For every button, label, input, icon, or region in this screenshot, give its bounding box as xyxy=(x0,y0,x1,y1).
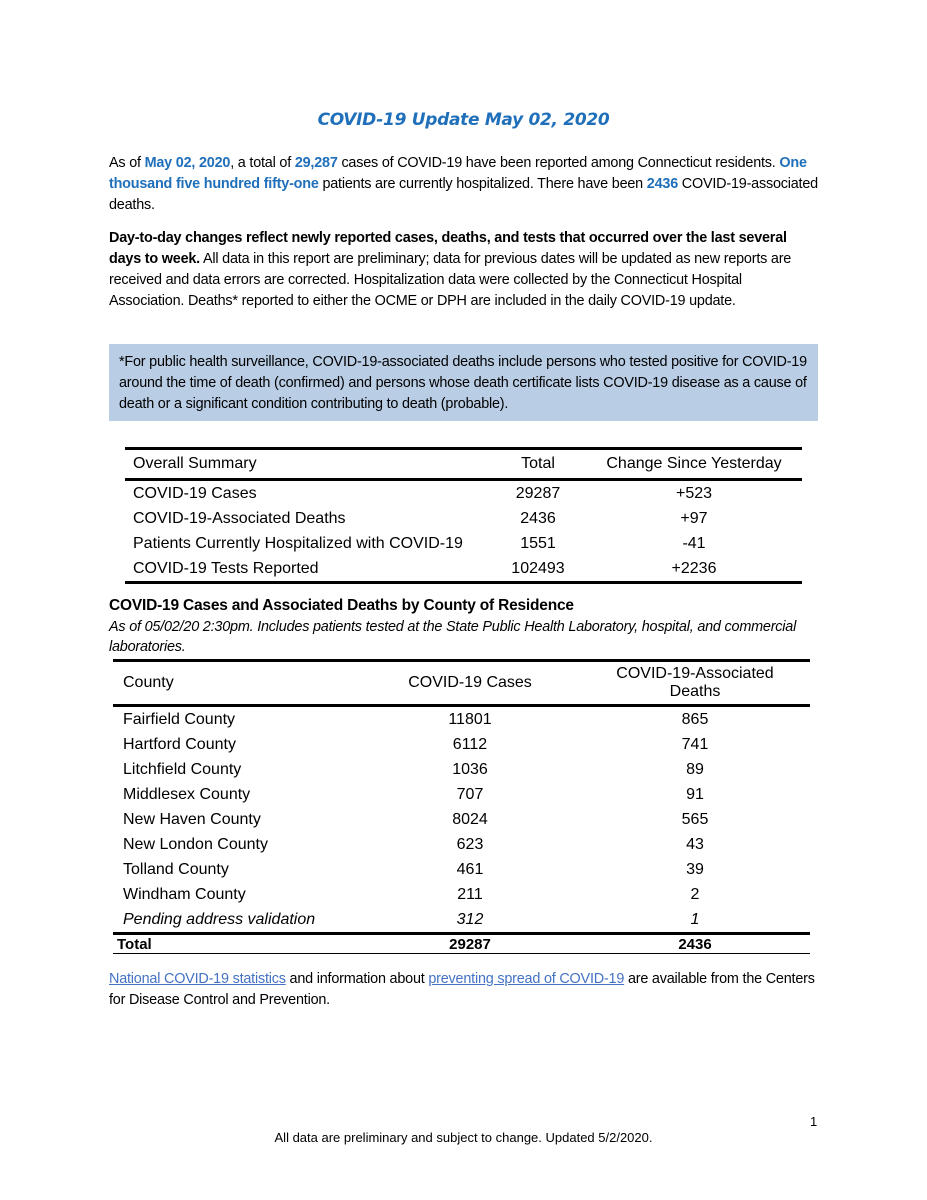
county-cases: 6112 xyxy=(452,735,488,753)
total-label: Total xyxy=(113,934,360,954)
summary-header-row xyxy=(125,449,802,480)
table-row xyxy=(113,732,810,757)
table-row-total xyxy=(113,934,810,954)
county-deaths: 565 xyxy=(681,810,709,828)
total-cases: 29287 xyxy=(360,934,580,954)
row-change: -41 xyxy=(682,534,706,552)
deaths-definition-note: *For public health surveillance, COVID-19-associated deaths include persons who tested positive for COVID-19 around the time of death (confirmed) and persons whose death certificate lists COVID-19 disease as a cause of death or a significant condition contributing to death (probable). xyxy=(109,344,818,421)
row-total: 1551 xyxy=(520,534,556,552)
county-header-row xyxy=(113,661,810,706)
county-section-subheading: As of 05/02/20 2:30pm. Includes patients tested at the State Public Health Laboratory, hospital, and commercial laboratories. xyxy=(109,619,797,655)
county-name: Pending address validation xyxy=(123,910,316,928)
county-cases: 707 xyxy=(456,785,484,803)
intro-text: , a total of xyxy=(230,155,295,171)
county-name: Fairfield County xyxy=(123,710,236,728)
table-row xyxy=(113,782,810,807)
county-name: Middlesex County xyxy=(123,785,251,803)
changes-bold-text: Day-to-day changes reflect newly reported cases, deaths, and tests that occurred over the last several days to week. xyxy=(109,230,787,267)
table-row xyxy=(113,757,810,782)
intro-text: COVID-19-associated deaths. xyxy=(109,176,818,213)
report-date: May 02, 2020 xyxy=(144,155,231,171)
preventing-spread-link[interactable]: preventing spread of COVID-19 xyxy=(428,971,625,987)
county-name: Litchfield County xyxy=(123,760,242,778)
summary-header-label: Overall Summary xyxy=(125,449,490,480)
row-total: 2436 xyxy=(520,509,556,527)
county-deaths: 39 xyxy=(686,860,704,878)
county-cases: 8024 xyxy=(452,810,488,828)
county-name: New London County xyxy=(123,835,268,853)
county-cases: 623 xyxy=(456,835,484,853)
table-row xyxy=(113,832,810,857)
row-label: COVID-19 Tests Reported xyxy=(125,556,490,583)
overall-summary-table xyxy=(125,447,802,584)
intro-text: cases of COVID-19 have been reported among Connecticut residents. xyxy=(337,155,780,171)
row-label: COVID-19-Associated Deaths xyxy=(133,509,346,527)
county-header-county: County xyxy=(113,661,360,706)
county-cases: 312 xyxy=(456,910,484,928)
row-total: 29287 xyxy=(515,484,561,502)
total-deaths: 2436 xyxy=(580,934,810,954)
table-row xyxy=(125,506,802,531)
row-change: +97 xyxy=(680,509,708,527)
county-deaths: 43 xyxy=(686,835,704,853)
county-name: New Haven County xyxy=(123,810,261,828)
county-deaths: 89 xyxy=(686,760,704,778)
table-row xyxy=(113,807,810,832)
county-table xyxy=(113,659,810,954)
page-footer: All data are preliminary and subject to change. Updated 5/2/2020. xyxy=(274,1130,653,1145)
row-label: COVID-19 Cases xyxy=(133,484,257,502)
table-row xyxy=(125,480,802,507)
changes-paragraph xyxy=(109,228,819,312)
county-cases: 211 xyxy=(457,885,483,903)
table-row-pending xyxy=(113,907,810,934)
county-deaths: 741 xyxy=(681,735,709,753)
page-number: 1 xyxy=(810,1114,818,1129)
national-statistics-link[interactable]: National COVID-19 statistics xyxy=(109,971,286,987)
county-section-heading: COVID-19 Cases and Associated Deaths by County of Residence xyxy=(109,597,574,614)
links-text: and information about xyxy=(285,971,429,987)
county-cases: 11801 xyxy=(448,710,492,728)
intro-paragraph xyxy=(109,153,819,216)
intro-text: patients are currently hospitalized. There have been xyxy=(318,176,647,192)
table-row xyxy=(125,531,802,556)
county-header-cases: COVID-19 Cases xyxy=(360,661,580,706)
county-deaths: 1 xyxy=(690,910,700,928)
county-header-deaths: COVID-19-Associated Deaths xyxy=(580,661,810,706)
row-label: Patients Currently Hospitalized with COVID-19 xyxy=(133,534,463,552)
county-name: Windham County xyxy=(123,885,246,903)
summary-header-change: Change Since Yesterday xyxy=(586,449,802,480)
cdc-links-paragraph xyxy=(109,969,819,1011)
county-cases: 1036 xyxy=(452,760,488,778)
county-cases: 461 xyxy=(456,860,484,878)
table-row xyxy=(113,882,810,907)
summary-header-total: Total xyxy=(490,449,586,480)
county-name: Tolland County xyxy=(123,860,229,878)
changes-text: All data in this report are preliminary; data for previous dates will be updated as new reports are received and data errors are corrected. Hospitalization data were collected by the Connecticut Hospital Association. Deaths* reported to either the OCME or DPH are included in the daily COVID-19 update. xyxy=(109,251,792,309)
county-deaths: 91 xyxy=(686,785,704,803)
county-name: Hartford County xyxy=(123,735,236,753)
total-deaths: 2436 xyxy=(646,176,678,192)
county-deaths: 865 xyxy=(681,710,709,728)
intro-text: As of xyxy=(109,155,145,171)
links-text: are available from the Centers for Disease Control and Prevention. xyxy=(109,971,815,1008)
table-row xyxy=(113,706,810,733)
hospitalized-count: One thousand five hundred fifty-one xyxy=(109,155,807,192)
county-deaths: 2 xyxy=(690,885,700,903)
row-change: +2236 xyxy=(586,556,802,583)
table-row xyxy=(113,857,810,882)
row-total: 102493 xyxy=(490,556,586,583)
page-title: COVID-19 Update May 02, 2020 xyxy=(317,110,610,130)
table-row xyxy=(125,556,802,583)
row-change: +523 xyxy=(675,484,713,502)
total-cases: 29,287 xyxy=(294,155,338,171)
